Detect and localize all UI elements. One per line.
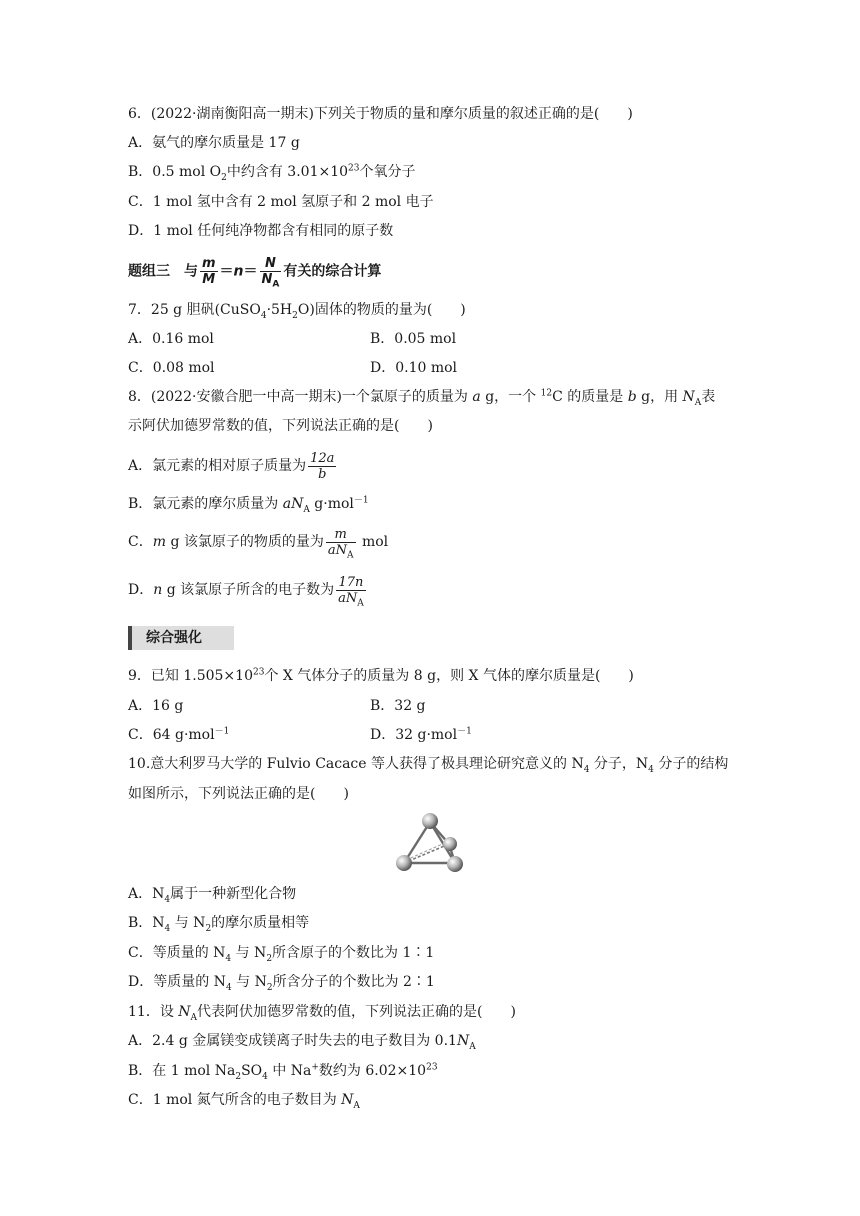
q8-option-a: A．氯元素的相对原子质量为 $\frac{12a}{b}$	[128, 450, 335, 482]
q8-option-b: B．氯元素的摩尔质量为 $aN_A$ g·mol$^{-1}$	[128, 495, 369, 515]
q7-option-c: C．0.08 mol	[128, 360, 215, 376]
q6-option-c: C．1 mol 氢中含有 2 mol 氢原子和 2 mol 电子	[128, 194, 434, 210]
q9-option-b: B．32 g	[370, 698, 426, 714]
fraction-m-over-M: $\frac{m}{M}$	[202, 256, 216, 287]
section-heading: 综合强化	[128, 626, 234, 650]
q9-option-a: A．16 g	[128, 698, 184, 714]
q8-option-c: C．m g 该氯原子的物质的量为 $\frac{m}{aN_A}$ mol	[128, 526, 389, 561]
q6-stem: 6．(2022·湖南衡阳高一期末)下列关于物质的量和摩尔质量的叙述正确的是( )	[128, 106, 633, 122]
q10-stem-line2: 如图所示，下列说法正确的是( )	[128, 786, 349, 802]
q10-option-b: B．$N_4$ 与 $N_2$的摩尔质量相等	[128, 915, 310, 934]
q10-option-a: A．$N_4$属于一种新型化合物	[128, 886, 297, 905]
q10-option-d: D．等质量的 $N_4$ 与 $N_2$所含分子的个数比为 2∶1	[128, 974, 435, 993]
q8-option-d: D．n g 该氯原子所含的电子数为 $\frac{17n}{aN_A}$	[128, 574, 364, 609]
q11-stem: 11．设 $N_A$代表阿伏加德罗常数的值，下列说法正确的是( )	[128, 1004, 516, 1023]
q9-stem: 9．已知 $1.505\times 10^{23}$个 X 气体分子的质量为 8 g，则 X 气体的摩尔质量是( )	[128, 667, 634, 684]
q6-option-b: B．0.5 mol $O_2$中约含有 $3.01\times 10^{23}$个氧分子	[128, 163, 416, 183]
q11-option-a: A．2.4 g 金属镁变成镁离子时失去的电子数目为 $0.1N_A$	[128, 1033, 476, 1052]
group3-heading: 题组三 与 $\frac{m}{M}$ ＝n＝ $\frac{N}{N_A}$ 有关的综合计算	[128, 256, 382, 290]
q6-option-d: D．1 mol 任何纯净物都含有相同的原子数	[128, 223, 394, 239]
n4-molecule-figure	[392, 808, 472, 882]
q7-option-a: A．0.16 mol	[128, 331, 214, 347]
q6-option-a: A．氨气的摩尔质量是 17 g	[128, 135, 300, 151]
q8-stem-line2: 示阿伏加德罗常数的值，下列说法正确的是( )	[128, 418, 433, 434]
q10-stem: 10.意大利罗马大学的 Fulvio Cacace 等人获得了极具理论研究意义的 $N_4$ 分子，$N_4$ 分子的结构	[128, 756, 729, 775]
q8-stem: 8．(2022·安徽合肥一中高一期末)一个氯原子的质量为 a g，一个 $^{12}$C 的质量是 b g，用 $N_A$表	[128, 388, 716, 408]
q7-option-b: B．0.05 mol	[370, 331, 457, 347]
q7-stem: 7．25 g 胆矾$(CuSO_4\cdot 5H_2O)$固体的物质的量为( )	[128, 302, 466, 321]
q10-option-c: C．等质量的 $N_4$ 与 $N_2$所含原子的个数比为 1∶1	[128, 945, 435, 964]
q11-option-c: C．1 mol 氮气所含的电子数目为 $N_A$	[128, 1092, 360, 1111]
q11-option-b: B．在 1 mol $Na_2SO_4$ 中 Na+数约为 $6.02\times 10^{23}$	[128, 1062, 438, 1082]
q7-option-d: D．0.10 mol	[370, 360, 458, 376]
fraction-N-over-NA: $\frac{N}{N_A}$	[261, 256, 280, 290]
q9-option-c: C．64 g·mol$^{-1}$	[128, 726, 230, 743]
q9-option-d: D．32 g·mol$^{-1}$	[370, 726, 472, 743]
